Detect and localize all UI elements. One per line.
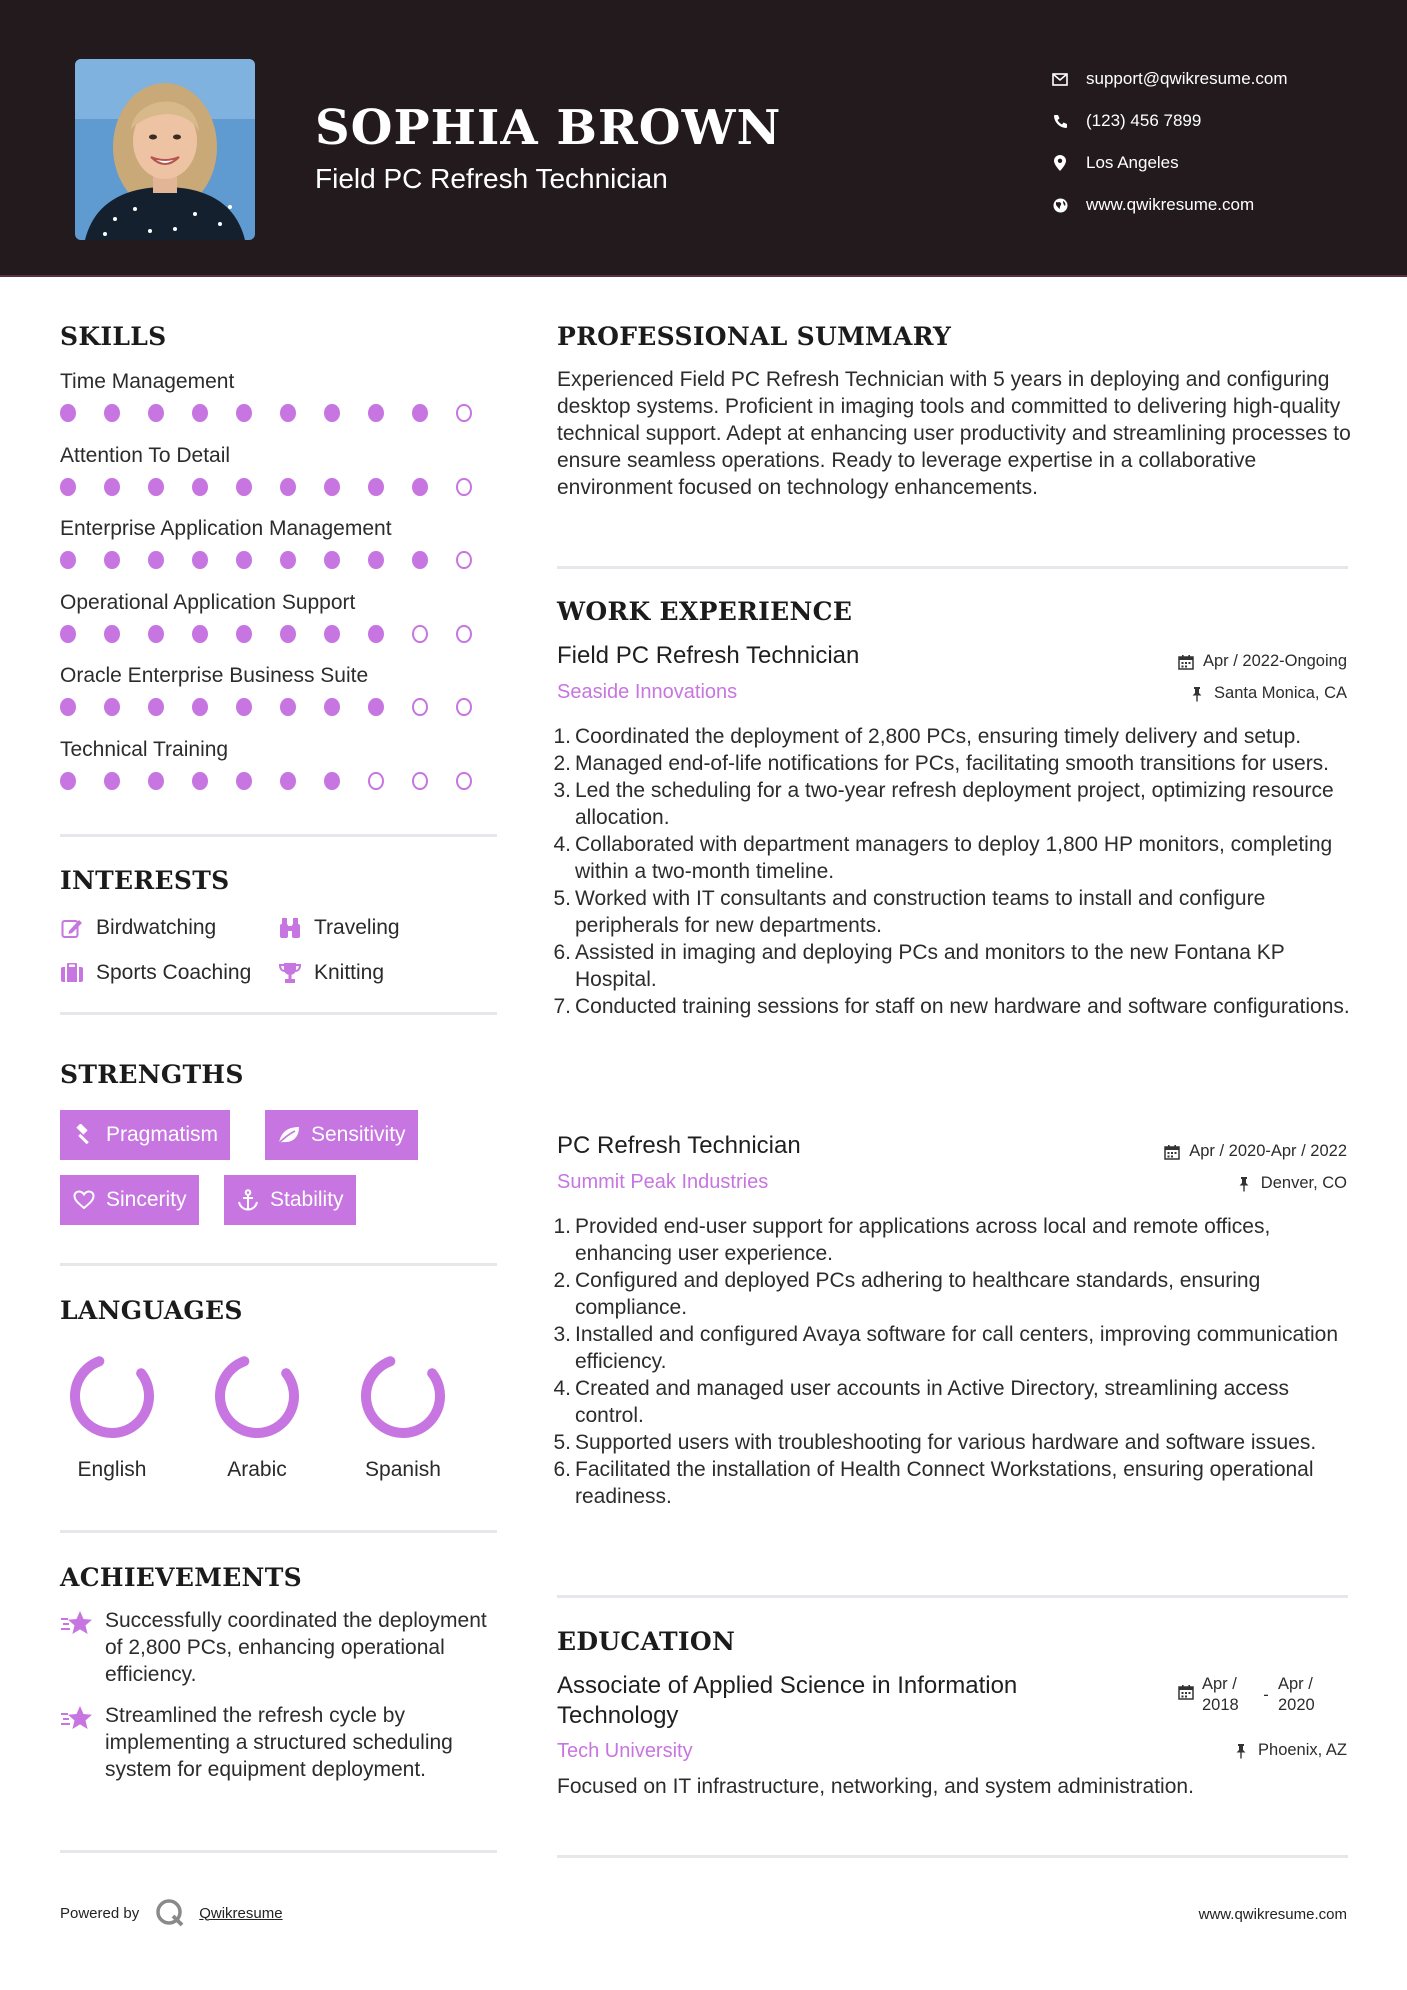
rating-dot-filled xyxy=(324,551,340,569)
skill-label: Time Management xyxy=(60,370,235,393)
achievement-text: Streamlined the refresh cycle by implementing a structured scheduling system for equipment deployment. xyxy=(105,1704,453,1781)
language-progress-ring xyxy=(64,1348,160,1444)
rating-dot-filled xyxy=(324,772,340,790)
job-dates xyxy=(1177,652,1347,671)
job-bullet: 1. Provided end-user support for applications across local and remote offices, enhancing user experience. xyxy=(553,1215,1271,1265)
experience-heading: WORK EXPERIENCE xyxy=(557,597,853,626)
job-dates-text: Apr / 2022-Ongoing xyxy=(1202,652,1347,670)
divider xyxy=(60,834,497,837)
leaf-icon xyxy=(277,1123,301,1147)
job-bullet: 5. Supported users with troubleshooting for various hardware and software issues. xyxy=(553,1431,1317,1454)
rating-dot-filled xyxy=(236,698,252,716)
skills-heading: SKILLS xyxy=(60,322,167,351)
rating-dot-filled xyxy=(60,478,76,496)
rating-dot-filled xyxy=(148,698,164,716)
language-label: English xyxy=(77,1458,147,1481)
rating-dot-filled xyxy=(280,404,296,422)
rating-dot-filled xyxy=(236,625,252,643)
rating-dot-filled xyxy=(104,404,120,422)
rating-dot-filled xyxy=(192,625,208,643)
interest-item xyxy=(278,916,400,940)
company-name: Seaside Innovations xyxy=(557,681,738,703)
rating-dot-filled xyxy=(148,478,164,496)
rating-dot-filled xyxy=(60,625,76,643)
rating-dot-empty xyxy=(368,772,384,790)
rating-dot-filled xyxy=(324,698,340,716)
language-progress-arc xyxy=(75,1361,149,1433)
skill-item xyxy=(60,440,500,514)
job-bullet: 4. Created and managed user accounts in Active Directory, streamlining access control. xyxy=(553,1377,1289,1427)
language-progress-ring xyxy=(209,1348,305,1444)
divider xyxy=(60,1530,497,1533)
contact-phone[interactable] xyxy=(1050,100,1380,142)
achievement-item xyxy=(60,1607,500,1688)
job-bullet: 5. Worked with IT consultants and construction teams to install and configure peripherals for new departments. xyxy=(553,887,1266,937)
job-location xyxy=(1188,684,1347,703)
rating-dot-filled xyxy=(412,478,428,496)
skill-item xyxy=(60,660,500,734)
rating-dot-filled xyxy=(280,698,296,716)
job-bullet: 6. Assisted in imaging and deploying PCs and monitors to the new Fontana KP Hospital. xyxy=(553,941,1285,991)
interest-item xyxy=(60,916,278,940)
rating-dot-empty xyxy=(456,698,472,716)
phone-icon xyxy=(1050,111,1070,131)
heart-icon xyxy=(72,1188,96,1212)
skill-rating xyxy=(60,766,500,796)
strength-label: Pragmatism xyxy=(106,1123,219,1146)
contact-email[interactable] xyxy=(1050,58,1380,100)
interest-label: Traveling xyxy=(314,915,400,939)
rating-dot-filled xyxy=(104,772,120,790)
rating-dot-filled xyxy=(148,551,164,569)
skill-label: Technical Training xyxy=(60,737,229,761)
summary-text: Experienced Field PC Refresh Technician with 5 years in deploying and configuring desktop systems. Proficient in imaging tools and committed to delivering high-quality technical support. Adept at enhancing user productivity and streamlining processes to ensure seamless operations. Ready to leverage expertise in a collaborative environment focused on technology enhancements. xyxy=(557,368,1351,499)
rating-dot-empty xyxy=(412,625,428,643)
languages-heading: LANGUAGES xyxy=(60,1296,243,1325)
trophy-icon xyxy=(278,961,302,985)
star-icon xyxy=(60,1609,94,1639)
skill-label: Enterprise Application Management xyxy=(60,517,392,540)
divider xyxy=(60,1263,497,1266)
degree-title: Associate of Applied Science in Information Technology xyxy=(557,1672,1018,1729)
rating-dot-filled xyxy=(368,551,384,569)
job-bullet: 3. Installed and configured Avaya software for call centers, improving communication efficiency. xyxy=(553,1323,1339,1373)
rating-dot-filled xyxy=(368,625,384,643)
interest-item xyxy=(60,961,278,985)
resume-header xyxy=(0,0,1407,277)
rating-dot-empty xyxy=(456,625,472,643)
rating-dot-empty xyxy=(456,478,472,496)
skill-item xyxy=(60,366,500,440)
language-label: Spanish xyxy=(365,1458,441,1481)
rating-dot-filled xyxy=(236,772,252,790)
strength-label: Stability xyxy=(270,1188,344,1211)
contact-location-text: Los Angeles xyxy=(1086,153,1179,172)
skill-rating xyxy=(60,692,500,722)
rating-dot-empty xyxy=(456,404,472,422)
pushpin-icon xyxy=(1188,685,1206,703)
globe-icon xyxy=(1050,195,1070,215)
gavel-icon xyxy=(72,1123,96,1147)
footer-powered-by xyxy=(60,1898,283,1928)
job-bullet: 7. Conducted training sessions for staff on new hardware and software configurations. xyxy=(553,995,1350,1018)
date-separator: - xyxy=(1263,1686,1269,1704)
language-progress-arc xyxy=(366,1361,440,1433)
calendar-icon xyxy=(1177,653,1195,671)
star-icon xyxy=(60,1704,94,1734)
skill-rating xyxy=(60,398,500,428)
divider xyxy=(60,1850,497,1853)
education-dates xyxy=(1178,1674,1330,1716)
powered-by-text: Powered by xyxy=(60,1904,140,1922)
calendar-icon xyxy=(1178,1684,1196,1702)
calendar-icon xyxy=(1163,1143,1181,1161)
job-bullet: 6. Facilitated the installation of Health Connect Workstations, ensuring operational readiness. xyxy=(553,1458,1314,1508)
footer-website[interactable]: www.qwikresume.com xyxy=(1198,1906,1347,1923)
rating-dot-empty xyxy=(412,772,428,790)
envelope-icon xyxy=(1050,69,1070,89)
strength-badge xyxy=(60,1110,230,1160)
skill-item xyxy=(60,513,500,587)
rating-dot-filled xyxy=(280,772,296,790)
interest-item xyxy=(278,961,384,985)
education-description: Focused on IT infrastructure, networking, and system administration. xyxy=(557,1775,1194,1798)
rating-dot-filled xyxy=(280,625,296,643)
rating-dot-filled xyxy=(192,772,208,790)
rating-dot-filled xyxy=(104,551,120,569)
achievement-item xyxy=(60,1702,500,1783)
rating-dot-filled xyxy=(368,478,384,496)
rating-dot-filled xyxy=(148,772,164,790)
divider xyxy=(557,1855,1348,1858)
rating-dot-filled xyxy=(60,404,76,422)
contact-website-text: www.qwikresume.com xyxy=(1086,195,1255,214)
rating-dot-empty xyxy=(456,551,472,569)
education-location xyxy=(1232,1741,1347,1760)
rating-dot-filled xyxy=(236,551,252,569)
rating-dot-filled xyxy=(192,551,208,569)
divider xyxy=(557,1595,1348,1598)
rating-dot-filled xyxy=(148,625,164,643)
rating-dot-filled xyxy=(104,478,120,496)
education-location-text: Phoenix, AZ xyxy=(1258,1741,1347,1759)
strength-badge xyxy=(60,1175,199,1225)
qwikresume-logo-icon xyxy=(155,1898,185,1928)
language-item xyxy=(343,1348,463,1482)
education-date-start: Apr / 2018 xyxy=(1202,1675,1239,1714)
contact-website[interactable] xyxy=(1050,184,1380,226)
pencil-icon xyxy=(60,916,84,940)
suitcase-icon xyxy=(60,961,84,985)
rating-dot-filled xyxy=(324,404,340,422)
interest-label: Birdwatching xyxy=(96,915,217,939)
contact-phone-text: (123) 456 7899 xyxy=(1086,111,1202,130)
job-title: Field PC Refresh Technician xyxy=(557,642,860,669)
strength-label: Sensitivity xyxy=(311,1123,406,1146)
skill-label: Attention To Detail xyxy=(60,443,231,467)
skill-rating xyxy=(60,619,500,649)
achievements-heading: ACHIEVEMENTS xyxy=(60,1563,302,1592)
profile-photo xyxy=(75,59,255,240)
language-progress-ring xyxy=(355,1348,451,1444)
skill-rating xyxy=(60,472,500,502)
rating-dot-filled xyxy=(148,404,164,422)
achievement-text: Successfully coordinated the deployment of 2,800 PCs, enhancing operational efficiency. xyxy=(105,1609,487,1686)
job-bullet: 4. Collaborated with department managers to deploy 1,800 HP monitors, completing within a two-month timeline. xyxy=(553,833,1333,883)
rating-dot-filled xyxy=(192,478,208,496)
job-location-text: Denver, CO xyxy=(1260,1174,1347,1192)
rating-dot-filled xyxy=(412,404,428,422)
strengths-heading: STRENGTHS xyxy=(60,1060,244,1089)
job-location xyxy=(1235,1174,1347,1193)
language-progress-arc xyxy=(220,1361,294,1433)
job-title: PC Refresh Technician xyxy=(557,1132,801,1159)
education-date-end: Apr / 2020 xyxy=(1278,1675,1315,1714)
summary-heading: PROFESSIONAL SUMMARY xyxy=(557,322,952,351)
job-bullet: 2. Configured and deployed PCs adhering to healthcare standards, ensuring compliance. xyxy=(553,1269,1261,1319)
rating-dot-filled xyxy=(324,625,340,643)
skill-label: Operational Application Support xyxy=(60,590,356,614)
job-dates xyxy=(1163,1142,1347,1161)
rating-dot-empty xyxy=(456,772,472,790)
language-item xyxy=(197,1348,317,1482)
rating-dot-filled xyxy=(368,404,384,422)
school-name: Tech University xyxy=(557,1740,693,1762)
job-location-text: Santa Monica, CA xyxy=(1214,684,1347,702)
rating-dot-filled xyxy=(60,698,76,716)
skills-list xyxy=(60,366,500,807)
rating-dot-filled xyxy=(60,551,76,569)
rating-dot-filled xyxy=(104,625,120,643)
job-dates-text: Apr / 2020-Apr / 2022 xyxy=(1189,1142,1347,1160)
skill-label: Oracle Enterprise Business Suite xyxy=(60,664,369,687)
skill-item xyxy=(60,734,500,808)
rating-dot-empty xyxy=(412,698,428,716)
strength-label: Sincerity xyxy=(106,1188,187,1211)
education-heading: EDUCATION xyxy=(557,1627,736,1656)
job-bullets xyxy=(553,1213,1357,1510)
job-bullet: 3. Led the scheduling for a two-year refresh deployment project, optimizing resource allocation. xyxy=(553,779,1334,829)
binoculars-icon xyxy=(278,916,302,940)
rating-dot-filled xyxy=(236,404,252,422)
job-bullet: 1. Coordinated the deployment of 2,800 PCs, ensuring timely delivery and setup. xyxy=(553,725,1302,748)
strength-badge xyxy=(224,1175,356,1225)
interest-label: Sports Coaching xyxy=(96,960,252,984)
anchor-icon xyxy=(236,1188,260,1212)
interests-list xyxy=(60,905,500,995)
candidate-role: Field PC Refresh Technician xyxy=(315,163,668,194)
rating-dot-filled xyxy=(104,698,120,716)
company-name: Summit Peak Industries xyxy=(557,1171,769,1193)
language-item xyxy=(52,1348,172,1482)
skill-rating xyxy=(60,545,500,575)
contact-list xyxy=(1050,58,1380,226)
header-accent-line xyxy=(0,275,1407,277)
contact-location xyxy=(1050,142,1380,184)
rating-dot-filled xyxy=(236,478,252,496)
pushpin-icon xyxy=(1232,1742,1250,1760)
rating-dot-filled xyxy=(60,772,76,790)
job-bullets xyxy=(553,723,1357,1020)
divider xyxy=(557,566,1348,569)
divider xyxy=(60,1012,497,1015)
interests-heading: INTERESTS xyxy=(60,866,230,895)
candidate-name: SOPHIA BROWN xyxy=(315,100,782,156)
language-label: Arabic xyxy=(227,1458,287,1481)
rating-dot-filled xyxy=(280,478,296,496)
interest-label: Knitting xyxy=(314,960,385,984)
brand-link[interactable]: Qwikresume xyxy=(199,1904,283,1922)
rating-dot-filled xyxy=(192,698,208,716)
rating-dot-filled xyxy=(324,478,340,496)
job-bullet: 2. Managed end-of-life notifications for PCs, facilitating smooth transitions for users. xyxy=(553,752,1330,775)
map-pin-icon xyxy=(1050,153,1070,173)
contact-email-text: support@qwikresume.com xyxy=(1086,69,1288,88)
rating-dot-filled xyxy=(412,551,428,569)
strength-badge xyxy=(265,1110,418,1160)
skill-item xyxy=(60,587,500,661)
rating-dot-filled xyxy=(280,551,296,569)
rating-dot-filled xyxy=(192,404,208,422)
pushpin-icon xyxy=(1235,1175,1253,1193)
rating-dot-filled xyxy=(368,698,384,716)
